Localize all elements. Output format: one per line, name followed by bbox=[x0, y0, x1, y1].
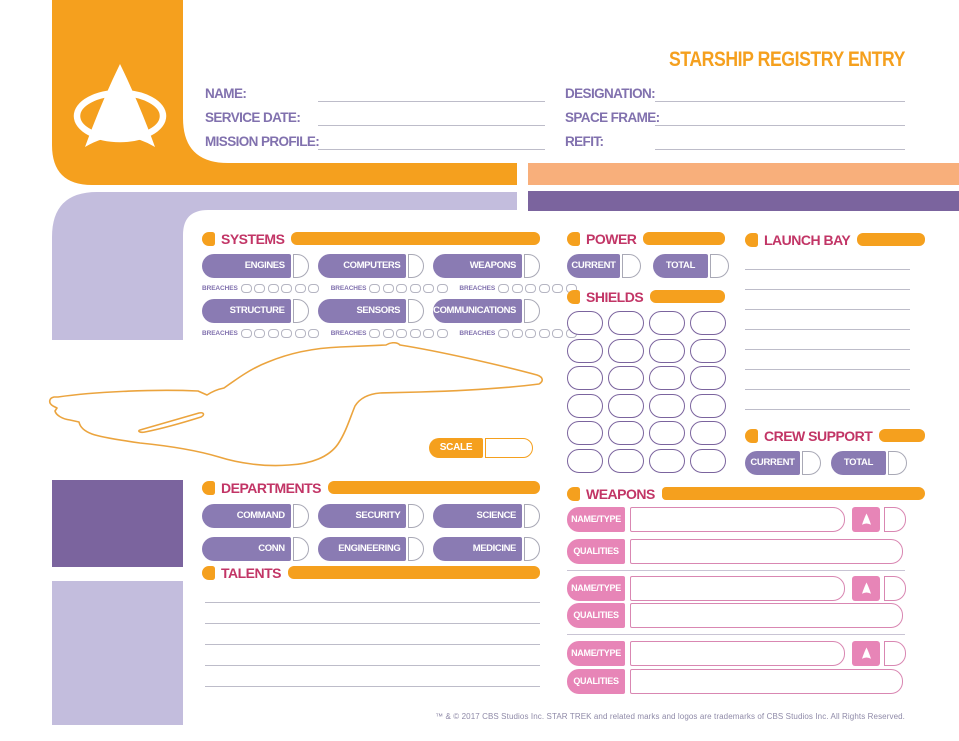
breach-box[interactable] bbox=[396, 329, 407, 338]
weapon-3-qualities-row bbox=[567, 669, 903, 694]
systems-breaches-row-2 bbox=[202, 328, 540, 338]
breach-box[interactable] bbox=[410, 329, 421, 338]
shield-box[interactable] bbox=[567, 394, 603, 418]
weapon-value-box[interactable] bbox=[884, 576, 906, 601]
department-value-box[interactable] bbox=[408, 504, 424, 528]
system-value-box[interactable] bbox=[408, 254, 424, 278]
system-value-box[interactable] bbox=[293, 299, 309, 323]
department-label: COMMAND bbox=[202, 504, 291, 528]
power-total-box[interactable] bbox=[710, 254, 729, 278]
designation-label: DESIGNATION: bbox=[565, 86, 656, 101]
header-nub-icon bbox=[745, 233, 758, 247]
breach-box[interactable] bbox=[539, 329, 550, 338]
scale-field bbox=[429, 438, 533, 458]
mission-profile-input[interactable] bbox=[318, 134, 545, 150]
departments-row-2 bbox=[202, 537, 540, 561]
shield-box[interactable] bbox=[608, 421, 644, 445]
system-value-box[interactable] bbox=[524, 299, 540, 323]
breach-box[interactable] bbox=[423, 284, 434, 293]
breaches-group-communications bbox=[459, 328, 579, 338]
breach-box[interactable] bbox=[498, 284, 509, 293]
launch-bay-line[interactable] bbox=[745, 250, 910, 270]
breach-box[interactable] bbox=[423, 329, 434, 338]
department-label: SECURITY bbox=[318, 504, 407, 528]
shield-box[interactable] bbox=[690, 366, 726, 390]
scale-label: SCALE bbox=[429, 438, 483, 458]
shields-grid bbox=[567, 311, 726, 473]
breach-box[interactable] bbox=[383, 284, 394, 293]
shields-heading: SHIELDS bbox=[586, 288, 644, 305]
launch-bay-header bbox=[745, 232, 925, 247]
breach-box[interactable] bbox=[552, 329, 563, 338]
launch-bay-lines bbox=[745, 250, 910, 410]
system-computers bbox=[318, 254, 425, 278]
breaches-group-weapons bbox=[459, 283, 579, 293]
breaches-label: BREACHES bbox=[330, 284, 367, 292]
shield-box[interactable] bbox=[608, 394, 644, 418]
power-row bbox=[567, 254, 729, 278]
header-nub-icon bbox=[567, 290, 580, 304]
weapon-delta-icon[interactable] bbox=[852, 507, 880, 532]
header-bar bbox=[643, 232, 725, 245]
breach-box[interactable] bbox=[281, 329, 292, 338]
system-sensors bbox=[318, 299, 425, 323]
system-value-box[interactable] bbox=[293, 254, 309, 278]
launch-bay-line[interactable] bbox=[745, 270, 910, 290]
shield-box[interactable] bbox=[649, 339, 685, 363]
breach-box[interactable] bbox=[241, 329, 252, 338]
breach-box[interactable] bbox=[383, 329, 394, 338]
power-current-box[interactable] bbox=[622, 254, 641, 278]
crew-support-heading: CREW SUPPORT bbox=[764, 427, 873, 444]
header-nub-icon bbox=[745, 429, 758, 443]
shield-box[interactable] bbox=[690, 339, 726, 363]
systems-heading: SYSTEMS bbox=[221, 230, 285, 247]
launch-bay-heading: LAUNCH BAY bbox=[764, 231, 851, 248]
shield-box[interactable] bbox=[649, 394, 685, 418]
departments-heading: DEPARTMENTS bbox=[221, 479, 322, 496]
breach-box[interactable] bbox=[539, 284, 550, 293]
crew-total-label: TOTAL bbox=[831, 451, 886, 475]
system-label: WEAPONS bbox=[433, 254, 522, 278]
shield-box[interactable] bbox=[690, 449, 726, 473]
weapon-name-input[interactable] bbox=[630, 576, 845, 601]
purple-block bbox=[52, 480, 183, 567]
breach-box[interactable] bbox=[268, 284, 279, 293]
breach-box[interactable] bbox=[254, 284, 265, 293]
system-label: ENGINES bbox=[202, 254, 291, 278]
department-engineering bbox=[318, 537, 425, 561]
scale-value-box[interactable] bbox=[485, 438, 533, 458]
breach-box[interactable] bbox=[295, 329, 306, 338]
shield-box[interactable] bbox=[567, 366, 603, 390]
system-value-box[interactable] bbox=[524, 254, 540, 278]
department-label: SCIENCE bbox=[433, 504, 522, 528]
department-value-box[interactable] bbox=[293, 537, 309, 561]
breaches-group-sensors bbox=[331, 328, 451, 338]
breach-box[interactable] bbox=[369, 284, 380, 293]
mission-profile-label: MISSION PROFILE: bbox=[205, 134, 320, 149]
systems-header bbox=[202, 231, 540, 246]
weapons-heading: WEAPONS bbox=[586, 485, 655, 502]
department-label: CONN bbox=[202, 537, 291, 561]
breaches-label: BREACHES bbox=[459, 329, 496, 337]
launch-bay-line[interactable] bbox=[745, 330, 910, 350]
department-value-box[interactable] bbox=[524, 537, 540, 561]
breach-box[interactable] bbox=[525, 329, 536, 338]
breach-box[interactable] bbox=[512, 284, 523, 293]
system-label: STRUCTURE bbox=[202, 299, 291, 323]
talent-line[interactable] bbox=[205, 666, 540, 687]
header-nub-icon bbox=[567, 487, 580, 501]
weapon-1-name-row bbox=[567, 507, 906, 532]
systems-row-1 bbox=[202, 254, 540, 278]
weapon-value-box[interactable] bbox=[884, 507, 906, 532]
header-bar bbox=[879, 429, 925, 442]
weapon-qualities-input[interactable] bbox=[630, 603, 903, 628]
header-nub-icon bbox=[202, 566, 215, 580]
weapon-delta-icon[interactable] bbox=[852, 576, 880, 601]
copyright-notice: ™ & © 2017 CBS Studios Inc. STAR TREK and related marks and logos are trademarks of CBS Studios Inc. All Rights Reserved. bbox=[435, 712, 905, 721]
shield-box[interactable] bbox=[567, 311, 603, 335]
header-bar bbox=[288, 566, 540, 579]
refit-input[interactable] bbox=[655, 134, 905, 150]
shield-box[interactable] bbox=[649, 449, 685, 473]
breach-box[interactable] bbox=[498, 329, 509, 338]
department-value-box[interactable] bbox=[408, 537, 424, 561]
breach-box[interactable] bbox=[268, 329, 279, 338]
department-label: ENGINEERING bbox=[318, 537, 407, 561]
talents-lines bbox=[205, 582, 540, 687]
talents-header bbox=[202, 565, 540, 580]
department-command bbox=[202, 504, 309, 528]
talent-line[interactable] bbox=[205, 603, 540, 624]
crew-current-box[interactable] bbox=[802, 451, 821, 475]
shield-box[interactable] bbox=[649, 311, 685, 335]
breaches-label: BREACHES bbox=[330, 329, 367, 337]
service-date-input[interactable] bbox=[318, 110, 545, 126]
power-current-label: CURRENT bbox=[567, 254, 620, 278]
systems-row-2 bbox=[202, 299, 540, 323]
talents-heading: TALENTS bbox=[221, 564, 282, 581]
system-engines bbox=[202, 254, 309, 278]
breaches-group-computers bbox=[331, 283, 451, 293]
lavender-block bbox=[52, 581, 183, 725]
space-frame-label: SPACE FRAME: bbox=[565, 110, 660, 125]
department-medicine bbox=[433, 537, 540, 561]
talent-line[interactable] bbox=[205, 582, 540, 603]
system-structure bbox=[202, 299, 309, 323]
department-security bbox=[318, 504, 425, 528]
weapon-qualities-label: QUALITIES bbox=[567, 539, 625, 564]
departments-row-1 bbox=[202, 504, 540, 528]
header-nub-icon bbox=[202, 481, 215, 495]
breach-box[interactable] bbox=[552, 284, 563, 293]
breach-box[interactable] bbox=[241, 284, 252, 293]
header-bar bbox=[650, 290, 725, 303]
space-frame-input[interactable] bbox=[655, 110, 905, 126]
talent-line[interactable] bbox=[205, 624, 540, 645]
system-label: COMPUTERS bbox=[318, 254, 407, 278]
crew-current-label: CURRENT bbox=[745, 451, 800, 475]
shield-box[interactable] bbox=[608, 311, 644, 335]
header-bar bbox=[857, 233, 925, 246]
breach-box[interactable] bbox=[437, 284, 448, 293]
shield-box[interactable] bbox=[567, 339, 603, 363]
breach-box[interactable] bbox=[512, 329, 523, 338]
weapon-divider bbox=[567, 570, 905, 571]
breach-box[interactable] bbox=[308, 329, 319, 338]
weapon-qualities-label: QUALITIES bbox=[567, 669, 625, 694]
launch-bay-line[interactable] bbox=[745, 310, 910, 330]
breach-box[interactable] bbox=[281, 284, 292, 293]
shield-box[interactable] bbox=[608, 449, 644, 473]
starfleet-delta-icon bbox=[72, 58, 168, 154]
department-label: MEDICINE bbox=[433, 537, 522, 561]
department-value-box[interactable] bbox=[524, 504, 540, 528]
weapon-divider bbox=[567, 634, 905, 635]
breach-box[interactable] bbox=[254, 329, 265, 338]
weapon-1-qualities-row bbox=[567, 539, 903, 564]
breach-box[interactable] bbox=[396, 284, 407, 293]
shields-header bbox=[567, 289, 725, 304]
breach-box[interactable] bbox=[308, 284, 319, 293]
power-heading: POWER bbox=[586, 230, 637, 247]
breach-box[interactable] bbox=[295, 284, 306, 293]
system-communications bbox=[433, 299, 540, 323]
breaches-group-engines bbox=[202, 283, 322, 293]
refit-label: REFIT: bbox=[565, 134, 604, 149]
breach-box[interactable] bbox=[525, 284, 536, 293]
system-label: COMMUNICATIONS bbox=[433, 299, 522, 323]
weapon-name-input[interactable] bbox=[630, 641, 845, 666]
launch-bay-line[interactable] bbox=[745, 390, 910, 410]
talent-line[interactable] bbox=[205, 645, 540, 666]
weapon-2-qualities-row bbox=[567, 603, 903, 628]
power-total-label: TOTAL bbox=[653, 254, 708, 278]
breaches-label: BREACHES bbox=[202, 329, 238, 337]
weapon-2-name-row bbox=[567, 576, 906, 601]
header-bar bbox=[291, 232, 540, 245]
department-science bbox=[433, 504, 540, 528]
shield-box[interactable] bbox=[649, 421, 685, 445]
shield-box[interactable] bbox=[567, 421, 603, 445]
weapon-3-name-row bbox=[567, 641, 906, 666]
weapon-qualities-label: QUALITIES bbox=[567, 603, 625, 628]
breach-box[interactable] bbox=[369, 329, 380, 338]
weapon-name-input[interactable] bbox=[630, 507, 845, 532]
shield-box[interactable] bbox=[690, 421, 726, 445]
header-nub-icon bbox=[567, 232, 580, 246]
header-nub-icon bbox=[202, 232, 215, 246]
weapon-name-type-label: NAME/TYPE bbox=[567, 507, 625, 532]
page-title: STARSHIP REGISTRY ENTRY bbox=[668, 48, 905, 71]
peach-bar bbox=[528, 163, 959, 185]
weapon-name-type-label: NAME/TYPE bbox=[567, 576, 625, 601]
launch-bay-line[interactable] bbox=[745, 370, 910, 390]
shield-box[interactable] bbox=[567, 449, 603, 473]
weapon-delta-icon[interactable] bbox=[852, 641, 880, 666]
power-header bbox=[567, 231, 725, 246]
department-value-box[interactable] bbox=[293, 504, 309, 528]
weapons-header bbox=[567, 486, 925, 501]
purple-bar bbox=[528, 191, 959, 211]
service-date-label: SERVICE DATE: bbox=[205, 110, 301, 125]
breaches-group-structure bbox=[202, 328, 322, 338]
crew-support-header bbox=[745, 428, 925, 443]
breaches-label: BREACHES bbox=[459, 284, 496, 292]
department-conn bbox=[202, 537, 309, 561]
designation-input[interactable] bbox=[655, 86, 905, 102]
shield-box[interactable] bbox=[649, 366, 685, 390]
system-label: SENSORS bbox=[318, 299, 407, 323]
header-bar bbox=[662, 487, 925, 500]
weapon-qualities-input[interactable] bbox=[630, 669, 903, 694]
breaches-label: BREACHES bbox=[202, 284, 238, 292]
weapon-name-type-label: NAME/TYPE bbox=[567, 641, 625, 666]
systems-breaches-row-1 bbox=[202, 283, 540, 293]
shield-box[interactable] bbox=[608, 339, 644, 363]
crew-support-row bbox=[745, 451, 907, 475]
shield-box[interactable] bbox=[608, 366, 644, 390]
system-weapons bbox=[433, 254, 540, 278]
name-label: NAME: bbox=[205, 86, 247, 101]
system-value-box[interactable] bbox=[408, 299, 424, 323]
crew-total-box[interactable] bbox=[888, 451, 907, 475]
launch-bay-line[interactable] bbox=[745, 350, 910, 370]
departments-header bbox=[202, 480, 540, 495]
shield-box[interactable] bbox=[690, 311, 726, 335]
breach-box[interactable] bbox=[437, 329, 448, 338]
header-bar bbox=[328, 481, 540, 494]
weapon-qualities-input[interactable] bbox=[630, 539, 903, 564]
shield-box[interactable] bbox=[690, 394, 726, 418]
name-input[interactable] bbox=[318, 86, 545, 102]
weapon-value-box[interactable] bbox=[884, 641, 906, 666]
breach-box[interactable] bbox=[410, 284, 421, 293]
launch-bay-line[interactable] bbox=[745, 290, 910, 310]
